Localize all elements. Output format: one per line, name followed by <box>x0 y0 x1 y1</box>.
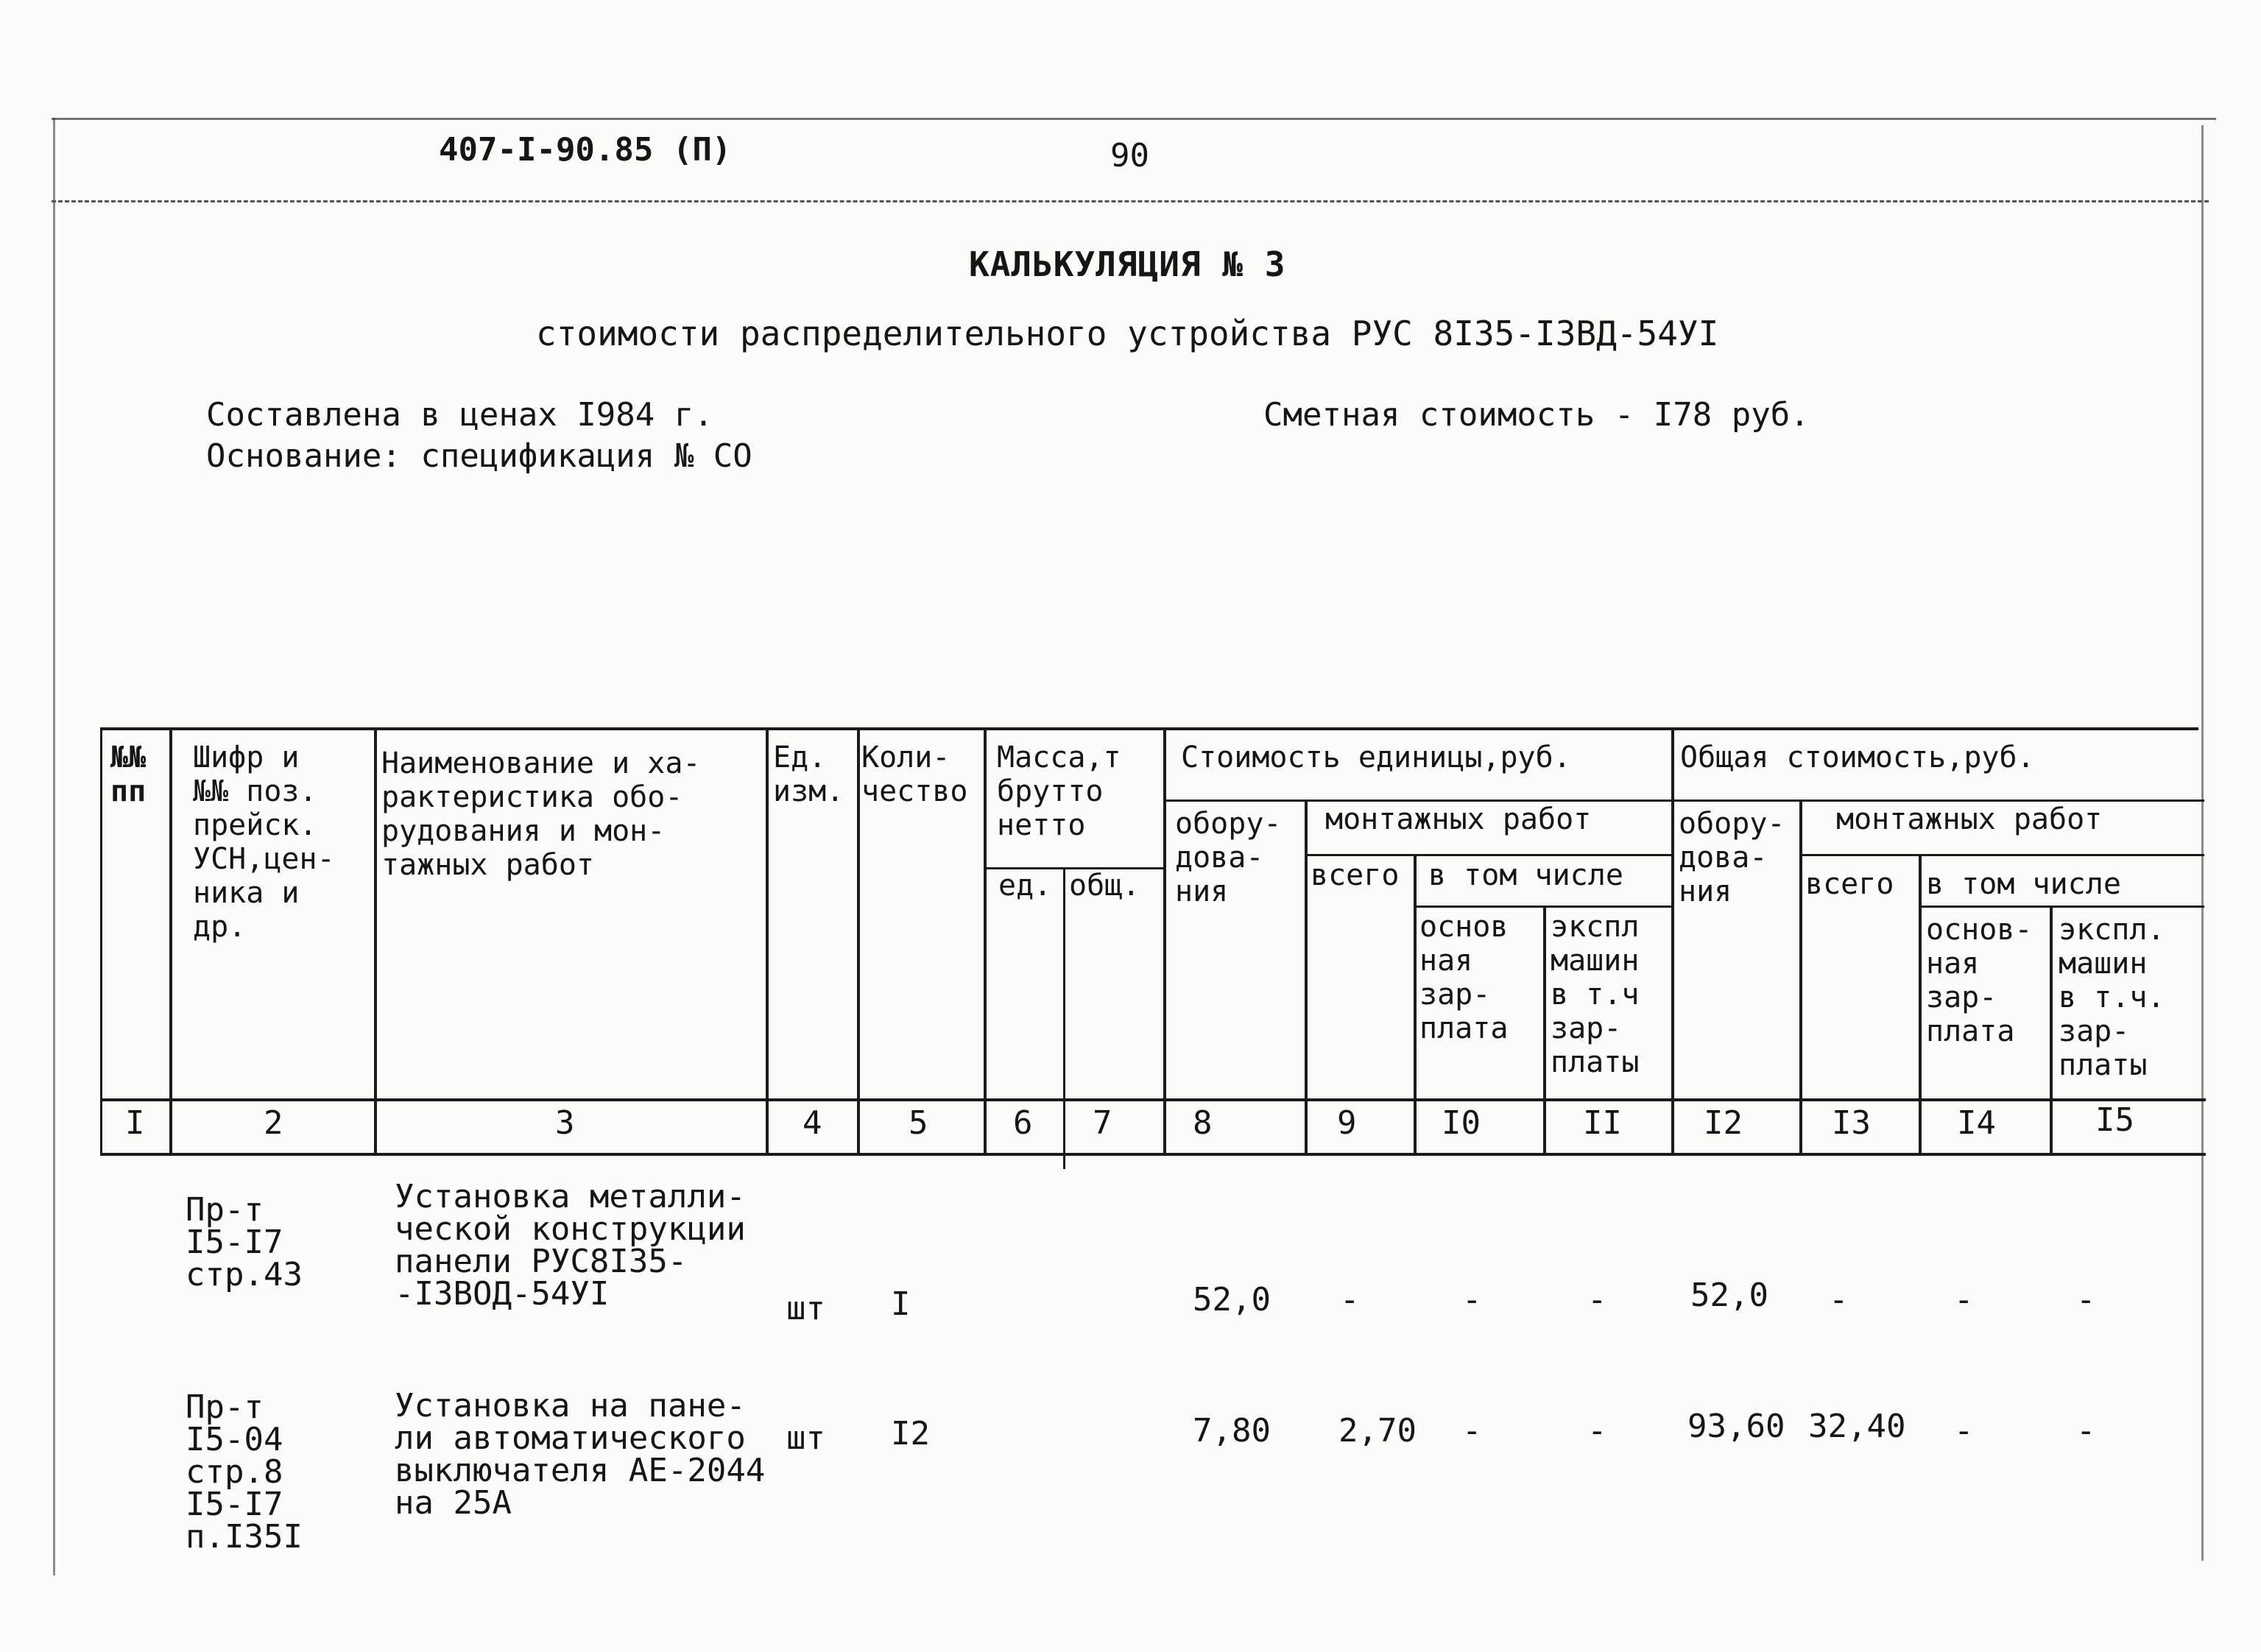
colnum-1: I <box>125 1104 145 1142</box>
col-sep-3 <box>374 727 377 1154</box>
row2-mount-total: 32,40 <box>1808 1408 1906 1445</box>
header-unit-cost: Стоимость единицы,руб. <box>1181 741 1571 774</box>
header-unit-including: в том числе <box>1428 858 1623 892</box>
header-line-mount-total <box>1801 854 2204 856</box>
row1-mount-total: - <box>1829 1281 1849 1319</box>
colnum-5: 5 <box>909 1104 928 1142</box>
col-sep-14 <box>1919 854 1922 1154</box>
header-line-incl-total <box>1920 906 2204 908</box>
col-sep-12 <box>1671 727 1674 1154</box>
header-mass-total: общ. <box>1069 869 1140 903</box>
row2-quantity: I2 <box>891 1415 930 1452</box>
row2-wage-unit: - <box>1462 1412 1482 1450</box>
colnum-4: 4 <box>803 1104 822 1142</box>
table-top-line <box>100 727 2198 730</box>
row2-unit: шт <box>786 1419 825 1457</box>
row1-mount-total-unit: - <box>1340 1281 1360 1319</box>
row2-wage-total: - <box>1954 1412 1974 1450</box>
col-sep-15 <box>2050 906 2053 1154</box>
header-unit-wage: основ ная зар- плата <box>1419 910 1509 1045</box>
header-total-including: в том числе <box>1926 867 2121 901</box>
header-total-equipment: обору- дова- ния <box>1679 807 1785 908</box>
col-sep-1 <box>100 727 102 1154</box>
colnum-11: II <box>1583 1104 1622 1142</box>
header-line-level2 <box>1166 799 2204 802</box>
colnum-10: I0 <box>1442 1104 1481 1142</box>
colnum-13: I3 <box>1832 1104 1871 1142</box>
header-total-machines: экспл. машин в т.ч. зар- платы <box>2059 913 2165 1082</box>
header-unit-equipment: обору- дова- ния <box>1175 807 1282 908</box>
col-sep-7 <box>1063 867 1065 1169</box>
header-row-number: №№ пп <box>110 741 147 808</box>
col-sep-5 <box>857 727 860 1154</box>
header-line-mount-unit <box>1305 854 1673 856</box>
row1-equipment-unit: 52,0 <box>1193 1281 1271 1319</box>
header-unit: Ед. изм. <box>773 741 844 808</box>
colnum-6: 6 <box>1013 1104 1033 1142</box>
row2-machines-total: - <box>2076 1412 2096 1450</box>
header-quantity: Коли- чество <box>861 741 968 808</box>
header-unit-mount-total: всего <box>1311 858 1400 892</box>
col-sep-11 <box>1543 906 1546 1154</box>
row1-equipment-total: 52,0 <box>1690 1277 1768 1314</box>
row1-wage-unit: - <box>1462 1281 1482 1319</box>
row1-machines-total: - <box>2076 1281 2096 1319</box>
row1-machines-unit: - <box>1587 1281 1607 1319</box>
document-code: 407-I-90.85 (П) <box>439 131 732 169</box>
colnum-15: I5 <box>2095 1101 2134 1139</box>
col-sep-13 <box>1799 799 1802 1154</box>
prices-note: Составлена в ценах I984 г. <box>206 396 713 434</box>
header-total-mount-total: всего <box>1805 867 1894 901</box>
col-sep-9 <box>1305 799 1308 1154</box>
colnum-12: I2 <box>1704 1104 1743 1142</box>
header-mass-unit: ед. <box>998 869 1052 903</box>
colnum-2: 2 <box>264 1104 283 1142</box>
header-code: Шифр и №№ поз. прейск. УСН,цен- ника и др. <box>193 741 335 944</box>
colnum-3: 3 <box>555 1104 575 1142</box>
col-sep-10 <box>1414 854 1417 1154</box>
row2-equipment-total: 93,60 <box>1687 1408 1785 1445</box>
row1-name: Установка металли- ческой конструкции панели РУС8I35- -I3ВОД-54УI <box>395 1178 746 1313</box>
document-title: КАЛЬКУЛЯЦИЯ № 3 <box>969 244 1286 284</box>
colnum-9: 9 <box>1337 1104 1357 1142</box>
row2-mount-total-unit: 2,70 <box>1338 1412 1417 1450</box>
col-sep-8 <box>1163 727 1166 1154</box>
col-sep-4 <box>766 727 769 1154</box>
header-total-wage: основ- ная зар- плата <box>1926 913 2033 1048</box>
column-numbers-top-line <box>100 1098 2206 1101</box>
estimated-cost: Сметная стоимость - I78 руб. <box>1263 396 1810 434</box>
col-sep-2 <box>169 727 172 1154</box>
header-separator <box>52 200 2209 202</box>
row1-code: Пр-т I5-I7 стр.43 <box>186 1191 303 1293</box>
column-numbers-bottom-line <box>100 1153 2206 1156</box>
page-left-border <box>53 118 55 1575</box>
row1-quantity: I <box>891 1285 911 1323</box>
page-top-border <box>52 118 2216 120</box>
col-sep-6 <box>984 727 987 1154</box>
row2-equipment-unit: 7,80 <box>1193 1412 1271 1450</box>
row2-code: Пр-т I5-04 стр.8 I5-I7 п.I35I <box>186 1388 303 1556</box>
row2-machines-unit: - <box>1587 1412 1607 1450</box>
document-subtitle: стоимости распределительного устройства РУС 8I35-I3ВД-54УI <box>536 314 1719 353</box>
header-mass: Масса,т брутто нетто <box>997 741 1121 842</box>
row1-wage-total: - <box>1954 1281 1974 1319</box>
row2-name: Установка на пане- ли автоматического выключателя АЕ-2044 на 25А <box>395 1387 766 1522</box>
basis-note: Основание: спецификация № СО <box>206 437 752 475</box>
row1-unit: шт <box>786 1290 825 1327</box>
header-total-mount: монтажных работ <box>1836 802 2103 836</box>
colnum-7: 7 <box>1093 1104 1112 1142</box>
header-name: Наименование и ха- рактеристика обо- рудования и мон- тажных работ <box>381 746 701 882</box>
header-total-cost: Общая стоимость,руб. <box>1680 741 2035 774</box>
page-right-border <box>2201 125 2204 1561</box>
header-unit-machines: экспл машин в т.ч зар- платы <box>1551 910 1640 1079</box>
colnum-14: I4 <box>1957 1104 1996 1142</box>
colnum-8: 8 <box>1193 1104 1213 1142</box>
page-number: 90 <box>1110 137 1149 174</box>
header-unit-mount: монтажных работ <box>1325 802 1592 836</box>
